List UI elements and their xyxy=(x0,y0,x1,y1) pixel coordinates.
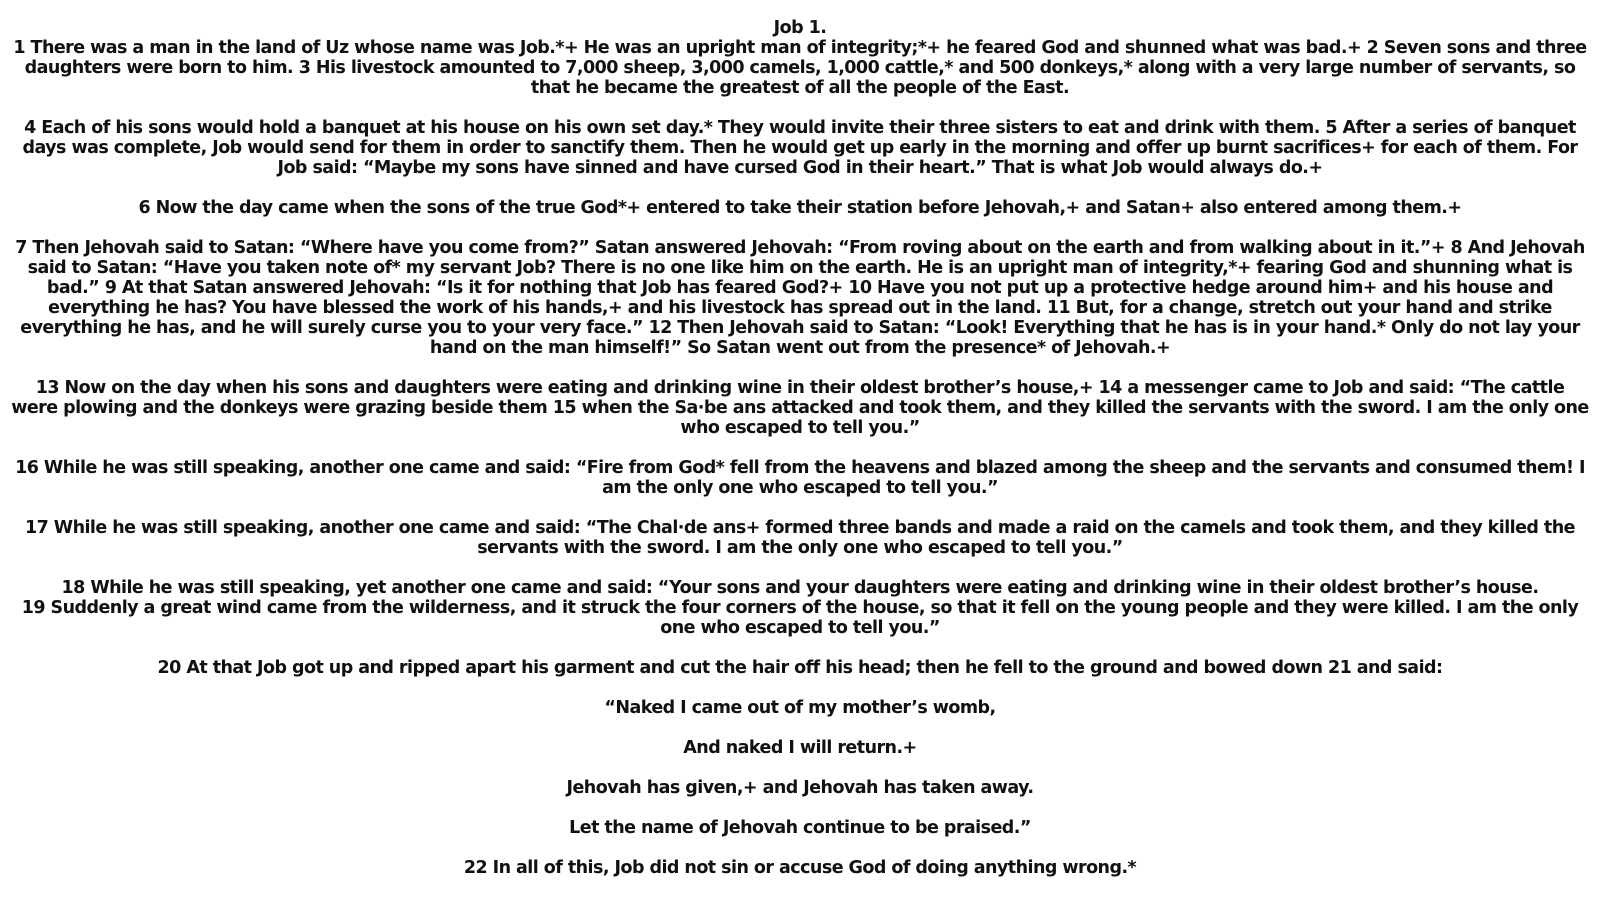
poem-line-3: Jehovah has given,+ and Jehovah has taken away. xyxy=(566,778,1034,798)
chapter-title: Job 1. xyxy=(773,18,827,38)
poem-line-1: “Naked I came out of my mother’s womb, xyxy=(604,698,996,718)
verse-paragraph-6: 6 Now the day came when the sons of the true God*+ entered to take their station before Jehovah,+ and Satan+ also entered among them.+ xyxy=(138,198,1462,218)
verse-paragraph-1-3: 1 There was a man in the land of Uz whose name was Job.*+ He was an upright man of integrity;*+ he feared God and shunned what was bad.+ 2 Seven sons and three daughters were born to him. 3 His livestock amounted to 7,000 sheep, 3,000 camels, 1,000 cattle,* and 500 donkeys,* along with a very large number of servants, so that he became the greatest of all the people of the East. xyxy=(13,38,1587,98)
poem-line-4: Let the name of Jehovah continue to be praised.” xyxy=(569,818,1031,838)
verse-paragraph-7-12: 7 Then Jehovah said to Satan: “Where have you come from?” Satan answered Jehovah: “From roving about on the earth and from walking about in it.”+ 8 And Jehovah said to Satan: “Have you taken note of* my servant Job? There is no one like him on the earth. He is an upright man of integrity,*+ fearing God and shunning what is bad.” 9 At that Satan answered Jehovah: “Is it for nothing that Job has feared God?+ 10 Have you not put up a protective hedge around him+ and his house and everything he has? You have blessed the work of his hands,+ and his livestock has spread out in the land. 11 But, for a change, stretch out your hand and strike everything he has, and he will surely curse you to your very face.” 12 Then Jehovah said to Satan: “Look! Everything that he has is in your hand.* Only do not lay your hand on the man himself!” So Satan went out from the presence* of Jehovah.+ xyxy=(15,238,1585,358)
scripture-page xyxy=(10,0,1590,878)
poem-line-2: And naked I will return.+ xyxy=(683,738,917,758)
verse-paragraph-18-19: 18 While he was still speaking, yet another one came and said: “Your sons and your daughters were eating and drinking wine in their oldest brother’s house. 19 Suddenly a great wind came from the wilderness, and it struck the four corners of the house, so that it fell on the young people and they were killed. I am the only one who escaped to tell you.” xyxy=(21,578,1579,638)
verse-paragraph-20-21: 20 At that Job got up and ripped apart his garment and cut the hair off his head; then he fell to the ground and bowed down 21 and said: xyxy=(157,658,1443,678)
verse-paragraph-13-15: 13 Now on the day when his sons and daughters were eating and drinking wine in their oldest brother’s house,+ 14 a messenger came to Job and said: “The cattle were plowing and the donkeys were grazing beside them 15 when the Sa·be ans attacked and took them, and they killed the servants with the sword. I am the only one who escaped to tell you.” xyxy=(11,378,1589,438)
verse-paragraph-16: 16 While he was still speaking, another one came and said: “Fire from God* fell from the heavens and blazed among the sheep and the servants and consumed them! I am the only one who escaped to tell you.” xyxy=(15,458,1585,498)
verse-paragraph-22: 22 In all of this, Job did not sin or accuse God of doing anything wrong.* xyxy=(463,858,1137,878)
verse-paragraph-17: 17 While he was still speaking, another one came and said: “The Chal·de ans+ formed three bands and made a raid on the camels and took them, and they killed the servants with the sword. I am the only one who escaped to tell you.” xyxy=(25,518,1575,558)
verse-paragraph-4-5: 4 Each of his sons would hold a banquet at his house on his own set day.* They would invite their three sisters to eat and drink with them. 5 After a series of banquet days was complete, Job would send for them in order to sanctify them. Then he would get up early in the morning and offer up burnt sacrifices+ for each of them. For Job said: “Maybe my sons have sinned and have cursed God in their heart.” That is what Job would always do.+ xyxy=(22,118,1578,178)
